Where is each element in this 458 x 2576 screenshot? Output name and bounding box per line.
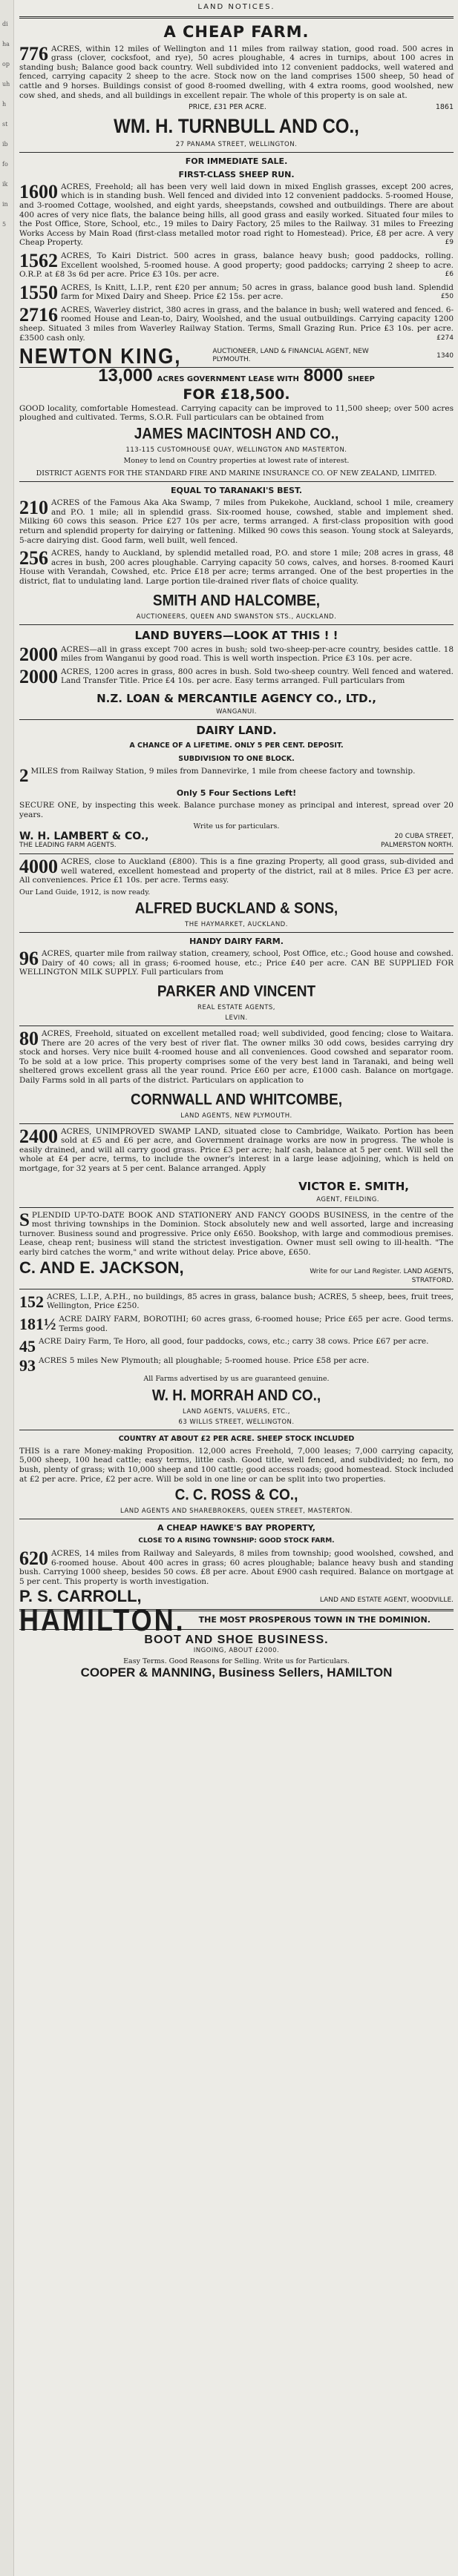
- ad-note: Write us for particulars.: [193, 822, 280, 831]
- agent-address: LAND AGENTS, NEW PLYMOUTH.: [180, 1112, 292, 1120]
- terms-line: Easy Terms. Good Reasons for Selling. Write us for Particulars.: [123, 1657, 350, 1665]
- ad-heading: LAND BUYERS—LOOK AT THIS ! !: [134, 628, 338, 642]
- acre-figure: 2000: [19, 665, 58, 687]
- agent-block: [19, 841, 454, 851]
- ref-number: £6: [445, 271, 454, 279]
- ad-body: [19, 1211, 454, 1258]
- ad-text: ACRES—all in grass except 700 acres in bush; sold two-sheep-per-acre country, besides cattle. 18 miles from Wanganui by good road. This is well worth inspection. Price £3 10s. per acre.: [61, 644, 454, 664]
- acre-figure: 93: [19, 1356, 36, 1375]
- agent-name: W. H. MORRAH AND CO.,: [151, 1387, 321, 1404]
- agent-address: 113-115 CUSTOMHOUSE QUAY, WELLINGTON AND MASTERTON.: [125, 446, 347, 455]
- ad-taranaki: [19, 485, 454, 621]
- section-header: LAND NOTICES.: [197, 3, 275, 11]
- lending-note: Money to lend on Country properties at lowest rate of interest.: [123, 457, 350, 466]
- ad-text: ACRES, handy to Auckland, by splendid metalled road, P.O. and store 1 mile; 208 acres in grass, 48 acres in bush, 200 acres ploughable. Carrying capacity 50 cows, calves, and horses. 8-roomed Kauri House with Verandah, Cowshed, etc. Price £18 per acre; terms arranged. One of the best properties in the district, flat to undulating land. Large portion tile-drained river flats of choice quality.: [19, 549, 454, 586]
- divider: [19, 152, 454, 153]
- divider: [19, 481, 454, 482]
- agent-name: C. C. ROSS & CO.,: [174, 1486, 298, 1505]
- ad-heading: DAIRY LAND.: [196, 723, 277, 737]
- ad-body: [19, 765, 454, 786]
- margin-fragment: op: [2, 61, 10, 67]
- ad-body: [19, 44, 454, 101]
- acre-figure: 1550: [19, 281, 58, 303]
- lease-tag: ACRES GOVERNMENT LEASE WITH: [157, 375, 299, 384]
- ad-text: ACRES, To Kairi District. 500 acres in grass, balance heavy bush; good paddocks, rolling. Excellent woolshed, 5-roomed house. A good property; good paddocks; carrying 2 sheep to acre. O.R.P. at £8 3s 6d per acre. Price £3 10s. per acre.: [19, 251, 454, 280]
- lease-headline: [19, 366, 454, 386]
- listing: [19, 182, 454, 248]
- agent-name: CORNWALL AND WHITCOMBE,: [131, 1091, 342, 1109]
- listing: [19, 1315, 454, 1333]
- margin-fragment: 5: [2, 221, 7, 228]
- ref-number: £50: [440, 293, 454, 301]
- ad-government-lease: [19, 366, 454, 478]
- agent-address: LAND AND ESTATE AGENT, WOODVILLE.: [319, 1596, 454, 1605]
- ad-carroll: [19, 1522, 454, 1605]
- agent-name: WM. H. TURNBULL AND CO.,: [114, 115, 359, 138]
- agent-address: WANGANUI.: [216, 707, 257, 716]
- agent-address: THE HAYMARKET, AUCKLAND.: [185, 921, 288, 929]
- drop-cap: 2: [19, 765, 29, 786]
- acre-figure: 2400: [19, 1125, 58, 1147]
- agent-address: LAND AGENTS AND SHAREBROKERS, QUEEN STREET, MASTERTON.: [120, 1507, 353, 1516]
- acre-figure: 13,000: [98, 366, 153, 386]
- ad-text: MILES from Railway Station, 9 miles from Dannevirke, 1 mile from cheese factory and township.: [30, 766, 416, 776]
- agent-block: [19, 832, 454, 842]
- agent-subtitle: REAL ESTATE AGENTS,: [197, 1004, 276, 1012]
- acre-figure: 45: [19, 1337, 36, 1356]
- acre-figure: 152: [19, 1292, 44, 1311]
- listing: [19, 1337, 454, 1356]
- price-row: [19, 103, 454, 113]
- newspaper-column: [19, 3, 454, 1680]
- margin-fragment: ik: [2, 181, 8, 188]
- divider: [19, 1123, 454, 1124]
- listing: [19, 1127, 454, 1174]
- ad-heading: A CHEAP HAWKE'S BAY PROPERTY,: [157, 1523, 315, 1533]
- listing: [19, 498, 454, 545]
- ref-number: £9: [445, 239, 454, 247]
- margin-fragment: h: [2, 101, 7, 108]
- ad-text: ACRE Dairy Farm, Te Horo, all good, four paddocks, cows, etc.; carry 38 cows. Price £67 per acre.: [39, 1337, 429, 1347]
- listing: [19, 303, 454, 343]
- acre-figure: 256: [19, 547, 48, 569]
- listing: [19, 1356, 454, 1375]
- price-line: PRICE, £31 PER ACRE.: [188, 103, 266, 112]
- ad-text: ACRES of the Famous Aka Aka Swamp, 7 miles from Pukekohe, Auckland, school 1 mile, creamery and P.O. 1 mile; all in splendid grass. Six-roomed house, cowshed, stable and implement shed. Milking 60 cows this season. Price £27 10s per acre, terms arranged. A first-class proposition with good return and splendid property for dairying or fattening. Milked 90 cows this season. Young stock at Saleyards, 5-acre dairying dist. Good farm, well built, well fenced.: [19, 498, 454, 545]
- agent-name: N.Z. LOAN & MERCANTILE AGENCY CO., LTD.,: [96, 691, 376, 705]
- listing: [19, 857, 454, 885]
- agent-address: 27 PANAMA STREET, WELLINGTON.: [175, 140, 298, 148]
- acre-figure: 620: [19, 1548, 48, 1570]
- acre-figure: 2000: [19, 643, 58, 665]
- acre-figure: 181½: [19, 1314, 56, 1333]
- margin-fragment: ib: [2, 141, 8, 148]
- ad-text: THIS is a rare Money-making Proposition. 12,000 acres Freehold, 7,000 leases; 7,000 carrying capacity, 5,000 sheep, 100 head cattle; easy terms, little cash. Good title, well fenced, and subdivided; no fern, no bush, plenty of grass; with 10,000 sheep and 100 cattle; good access roads; good homestead. Stock included at £2 per acre. Price, £2 per acre. Will be sold in one line or can be split into two properties.: [19, 1446, 454, 1484]
- ad-ross: [19, 1433, 454, 1516]
- margin-fragment: in: [2, 201, 8, 208]
- divider: [19, 1207, 454, 1208]
- agent-address: AGENT, FEILDING.: [316, 1195, 379, 1203]
- ad-text: ACRES, close to Auckland (£800). This is a fine grazing Property, all good grass, sub-divided and well watered, excellent homestead and property of the district, rail at 8 miles. Price £3 per acre. All conveniences. Price £1 10s. per acre. Terms easy.: [19, 856, 454, 885]
- sheep-figure: 8000: [303, 366, 344, 386]
- agent-name: ALFRED BUCKLAND & SONS,: [134, 900, 338, 918]
- ad-tagline-2: SUBDIVISION TO ONE BLOCK.: [178, 754, 295, 763]
- ad-heading: HANDY DAIRY FARM.: [189, 937, 284, 947]
- listing: [19, 1029, 454, 1086]
- ad-morrah: [19, 1292, 454, 1427]
- agent-tagline: THE LEADING FARM AGENTS.: [19, 842, 117, 850]
- ad-text: ACRES, UNIMPROVED SWAMP LAND, situated close to Cambridge, Waikato. Portion has been sold at £5 and £6 per acre, and Government drainage works are now in progress. The whole is easily drained, and will all carry good grass. Price £3 per acre; half cash, balance at 5 per cent. Will sell the whole at £4 per acre, terms, to include the owner's interest in a large lease adjoining, which is held on mortgage, for 32 years at 5 per cent. Balance arranged. Apply: [19, 1126, 454, 1173]
- acre-figure: 776: [19, 42, 48, 65]
- ad-handy-dairy: [19, 936, 454, 1023]
- listing: [19, 667, 454, 686]
- left-margin-gutter: [0, 0, 14, 2576]
- agent-name: COOPER & MANNING, Business Sellers, HAMILTON: [80, 1665, 393, 1680]
- ad-text: ACRES, quarter mile from railway station, creamery, school, Post Office, etc.; Good house and cowshed. Dairy of 40 cows; all in grass; 6-roomed house, etc.; Price £40 per acre. CAN BE SUPPLIED FOR WELLINGTON MILK SUPPLY. Full particulars from: [19, 949, 454, 977]
- agent-name: VICTOR E. SMITH,: [298, 1179, 409, 1193]
- ad-heading: COUNTRY AT ABOUT £2 PER ACRE. SHEEP STOCK INCLUDED: [118, 1434, 355, 1443]
- listing: [19, 283, 454, 302]
- ad-callout: Only 5 Four Sections Left!: [176, 787, 297, 798]
- agent-name: C. AND E. JACKSON,: [19, 1258, 184, 1277]
- ad-heading: FOR IMMEDIATE SALE.: [185, 156, 288, 166]
- listing: [19, 1292, 454, 1311]
- ad-tagline: CLOSE TO A RISING TOWNSHIP: GOOD STOCK FARM.: [138, 1537, 335, 1545]
- margin-fragment: fo: [2, 161, 8, 168]
- ad-text: ACRES, Waverley district, 380 acres in grass, and the balance in bush; well watered and fenced. 6-roomed House and Lean-to, Dairy, Woolshed, and the usual outbuildings. Carrying capacity 1200 sheep. Situated 3 miles from Waverley Railway Station. Terms, Small Grazing Run. Price £3 10s. per acre. £3500 cash only.: [19, 305, 454, 343]
- agent-tagline: Write for our Land Register. LAND AGENTS, STRATFORD.: [310, 1267, 454, 1285]
- listing: [19, 251, 454, 280]
- acre-figure: 1600: [19, 180, 58, 202]
- ad-text: ACRES, L.I.P., A.P.H., no buildings, 85 acres in grass, balance bush; ACRES, 5 sheep, bees, fruit trees, Wellington, Price £250.: [47, 1292, 454, 1311]
- ad-text: SECURE ONE, by inspecting this week. Balance purchase money as principal and interest, spread over 20 years.: [19, 800, 454, 819]
- agent-block: [19, 343, 454, 369]
- ad-buckland: [19, 857, 454, 929]
- divider: [19, 16, 454, 19]
- ad-heading: BOOT AND SHOE BUSINESS.: [144, 1634, 329, 1647]
- divider: [19, 719, 454, 720]
- listing: [19, 549, 454, 586]
- agent-subtitle: LAND AGENTS, VALUERS, ETC.,: [183, 1407, 290, 1416]
- acre-figure: 96: [19, 948, 39, 970]
- ref-number: 1340: [436, 351, 454, 360]
- divider: [19, 624, 454, 625]
- acre-figure: 210: [19, 497, 48, 519]
- ad-subheading: FIRST-CLASS SHEEP RUN.: [178, 169, 295, 179]
- ad-text: ACRES, Freehold; all has been very well laid down in mixed English grasses, except 200 acres, which is in standing bush. Well fenced and divided into 12 convenient paddocks. 5-roomed House, and 3-roomed Cottage, woolshed, and eight yards, sheepstands, cowshed and outbuildings. There are about 400 acres of very nice flats, the balance being hills, all good grass and easily worked. Situated four miles to the Post Office, Store, School, etc., 19 miles to Dairy Factory, 25 miles to the Railway. 31 miles to Freezing Works Access by Main Road (first-class metalled motor road right to Homestead). Price, £8 per acre. A very Cheap Property.: [19, 182, 454, 248]
- lease-price: FOR £18,500.: [183, 386, 290, 403]
- ad-victor-smith: [19, 1127, 454, 1204]
- listing: [19, 645, 454, 664]
- listing: [19, 1549, 454, 1586]
- ad-heading: A CHEAP FARM.: [163, 22, 310, 41]
- divider: [19, 932, 454, 933]
- agent-name: W. H. LAMBERT & CO.,: [19, 830, 149, 842]
- hamilton-banner: [19, 1602, 454, 1637]
- ad-bookshop: [19, 1211, 454, 1286]
- margin-fragment: st: [2, 121, 8, 128]
- drop-cap: S: [19, 1209, 30, 1230]
- town-tagline: THE MOST PROSPEROUS TOWN IN THE DOMINION.: [198, 1615, 431, 1625]
- agent-address: AUCTIONEERS, QUEEN AND SWANSTON STS., AUCKLAND.: [136, 612, 337, 621]
- acre-figure: 2716: [19, 303, 58, 326]
- ad-text: ACRES, within 12 miles of Wellington and 11 miles from railway station, good road. 500 acres in grass (clover, cocksfoot, and rye), 50 acres ploughable, 4 acres in turnips, about 100 acres in standing bush; Balance good back country. Well subdivided into 12 convenient paddocks, well watered and fenced, carrying capacity 2 sheep to the acre. Stock now on the land comprises 1500 sheep, 50 head of cattle and 9 horses. Buildings consist of good 8-roomed dwelling, with 4 extra rooms, good woolshed, new cow shed, and sheds, and all buildings in excellent repair. The whole of this property is on sale at.: [19, 44, 454, 100]
- ad-land-buyers: [19, 628, 454, 716]
- agent-address: LEVIN.: [225, 1014, 248, 1023]
- agent-address-2: PALMERSTON NORTH.: [381, 842, 454, 850]
- ref-number: 1861: [435, 103, 454, 112]
- margin-fragment: di: [2, 21, 8, 27]
- ad-note: All Farms advertised by us are guaranteed genuine.: [143, 1375, 330, 1384]
- ad-text: ACRES, Is Knitt, L.I.P., rent £20 per annum; 50 acres in grass, balance good bush land. Splendid farm for Mixed Dairy and Sheep. Price £2 15s. per acre.: [61, 283, 454, 302]
- ad-text: GOOD locality, comfortable Homestead. Carrying capacity can be improved to 11,500 sheep; over 500 acres ploughed and cultivated. Terms, S.O.R. Full particulars can be obtained from: [19, 403, 454, 423]
- agent-name: P. S. CARROLL,: [19, 1587, 142, 1606]
- acre-figure: 4000: [19, 855, 58, 877]
- acre-figure: 1562: [19, 249, 58, 271]
- ad-cheap-farm: [19, 22, 454, 149]
- ad-hamilton: [19, 1602, 454, 1680]
- agent-name: JAMES MACINTOSH AND CO.,: [134, 425, 339, 443]
- ad-sheep-run: [19, 156, 454, 369]
- agent-block: [19, 1258, 454, 1286]
- ad-text: ACRES 5 miles New Plymouth; all ploughable; 5-roomed house. Price £58 per acre.: [39, 1356, 370, 1366]
- insurance-agency: DISTRICT AGENTS FOR THE STANDARD FIRE AND MARINE INSURANCE CO. OF NEW ZEALAND, LIMITED.: [36, 469, 437, 478]
- agent-name: SMITH AND HALCOMBE,: [152, 592, 321, 610]
- ingoing-line: INGOING, ABOUT £2000.: [193, 1646, 280, 1654]
- ad-dairy-land: [19, 723, 454, 851]
- margin-fragment: uh: [2, 81, 10, 87]
- agent-address: 63 WILLIS STREET, WELLINGTON.: [178, 1418, 295, 1426]
- ad-text: PLENDID UP-TO-DATE BOOK AND STATIONERY AND FANCY GOODS BUSINESS, in the centre of the most thriving townships in the Dominion. Stock absolutely new and well assorted, large and increasing turnover. Business sound and progressive. Price only £650. Bookshop, with large and commodious premises. Lease, cheap rent; business will stand the strictest investigation. Owner must sell owing to ill-health. "The early bird catches the worm," and write without delay. Price above, £650.: [19, 1210, 454, 1257]
- ad-text: ACRES, 1200 acres in grass, 800 acres in bush. Sold two-sheep country. Well fenced and watered. Land Transfer Title. Price £4 10s. per acre. Easy terms arranged. Full particulars from: [61, 667, 454, 686]
- sheep-tag: SHEEP: [347, 375, 375, 384]
- acre-figure: 80: [19, 1028, 39, 1050]
- ad-text: ACRES, 14 miles from Railway and Saleyards, 8 miles from township; good woolshed, cowshed, and 6-roomed house. About 400 acres in grass; 60 acres ploughable; balance heavy bush and standing bush. Carrying 1000 sheep, besides 50 cows. £8 per acre. About £900 cash required. Balance on mortgage at 5 per cent. This property is worth investigation.: [19, 1549, 454, 1586]
- ad-tagline: A CHANCE OF A LIFETIME. ONLY 5 PER CENT. DEPOSIT.: [129, 741, 344, 750]
- town-name: HAMILTON.: [19, 1602, 186, 1637]
- margin-fragment: ha: [2, 41, 10, 47]
- listing: [19, 949, 454, 977]
- ad-cornwall: [19, 1029, 454, 1120]
- ad-text: ACRES, Freehold, situated on excellent metalled road; well subdivided, good fencing; close to Waitara. There are 20 acres of the very best of river flat. The owner milks 30 odd cows, besides carrying dry stock and horses. Very nice built 4-roomed house and all conveniences. Good cowshed and separator room. To be sold at a low price. This property comprises some of the very best land in Taranaki, and being well sheltered grows excellent grass all the year round. Price £60 per acre, £1000 cash. Balance on mortgage. Daily Farms sold in all parts of the district. Particulars on application to: [19, 1029, 454, 1086]
- divider: [19, 853, 454, 854]
- ad-text: ACRE DAIRY FARM, BOROTIHI; 60 acres grass, 6-roomed house; Price £65 per acre. Good terms. Terms good.: [59, 1314, 454, 1333]
- ad-note: Our Land Guide, 1912, is now ready.: [19, 888, 151, 896]
- agent-name: PARKER AND VINCENT: [157, 982, 316, 1001]
- agent-address-1: 20 CUBA STREET,: [394, 832, 454, 840]
- agent-name: NEWTON KING,: [19, 343, 182, 369]
- ref-number: £274: [436, 334, 454, 342]
- agent-tagline: AUCTIONEER, LAND & FINANCIAL AGENT, NEW PLYMOUTH.: [212, 348, 369, 364]
- ad-heading: EQUAL TO TARANAKI'S BEST.: [171, 486, 302, 496]
